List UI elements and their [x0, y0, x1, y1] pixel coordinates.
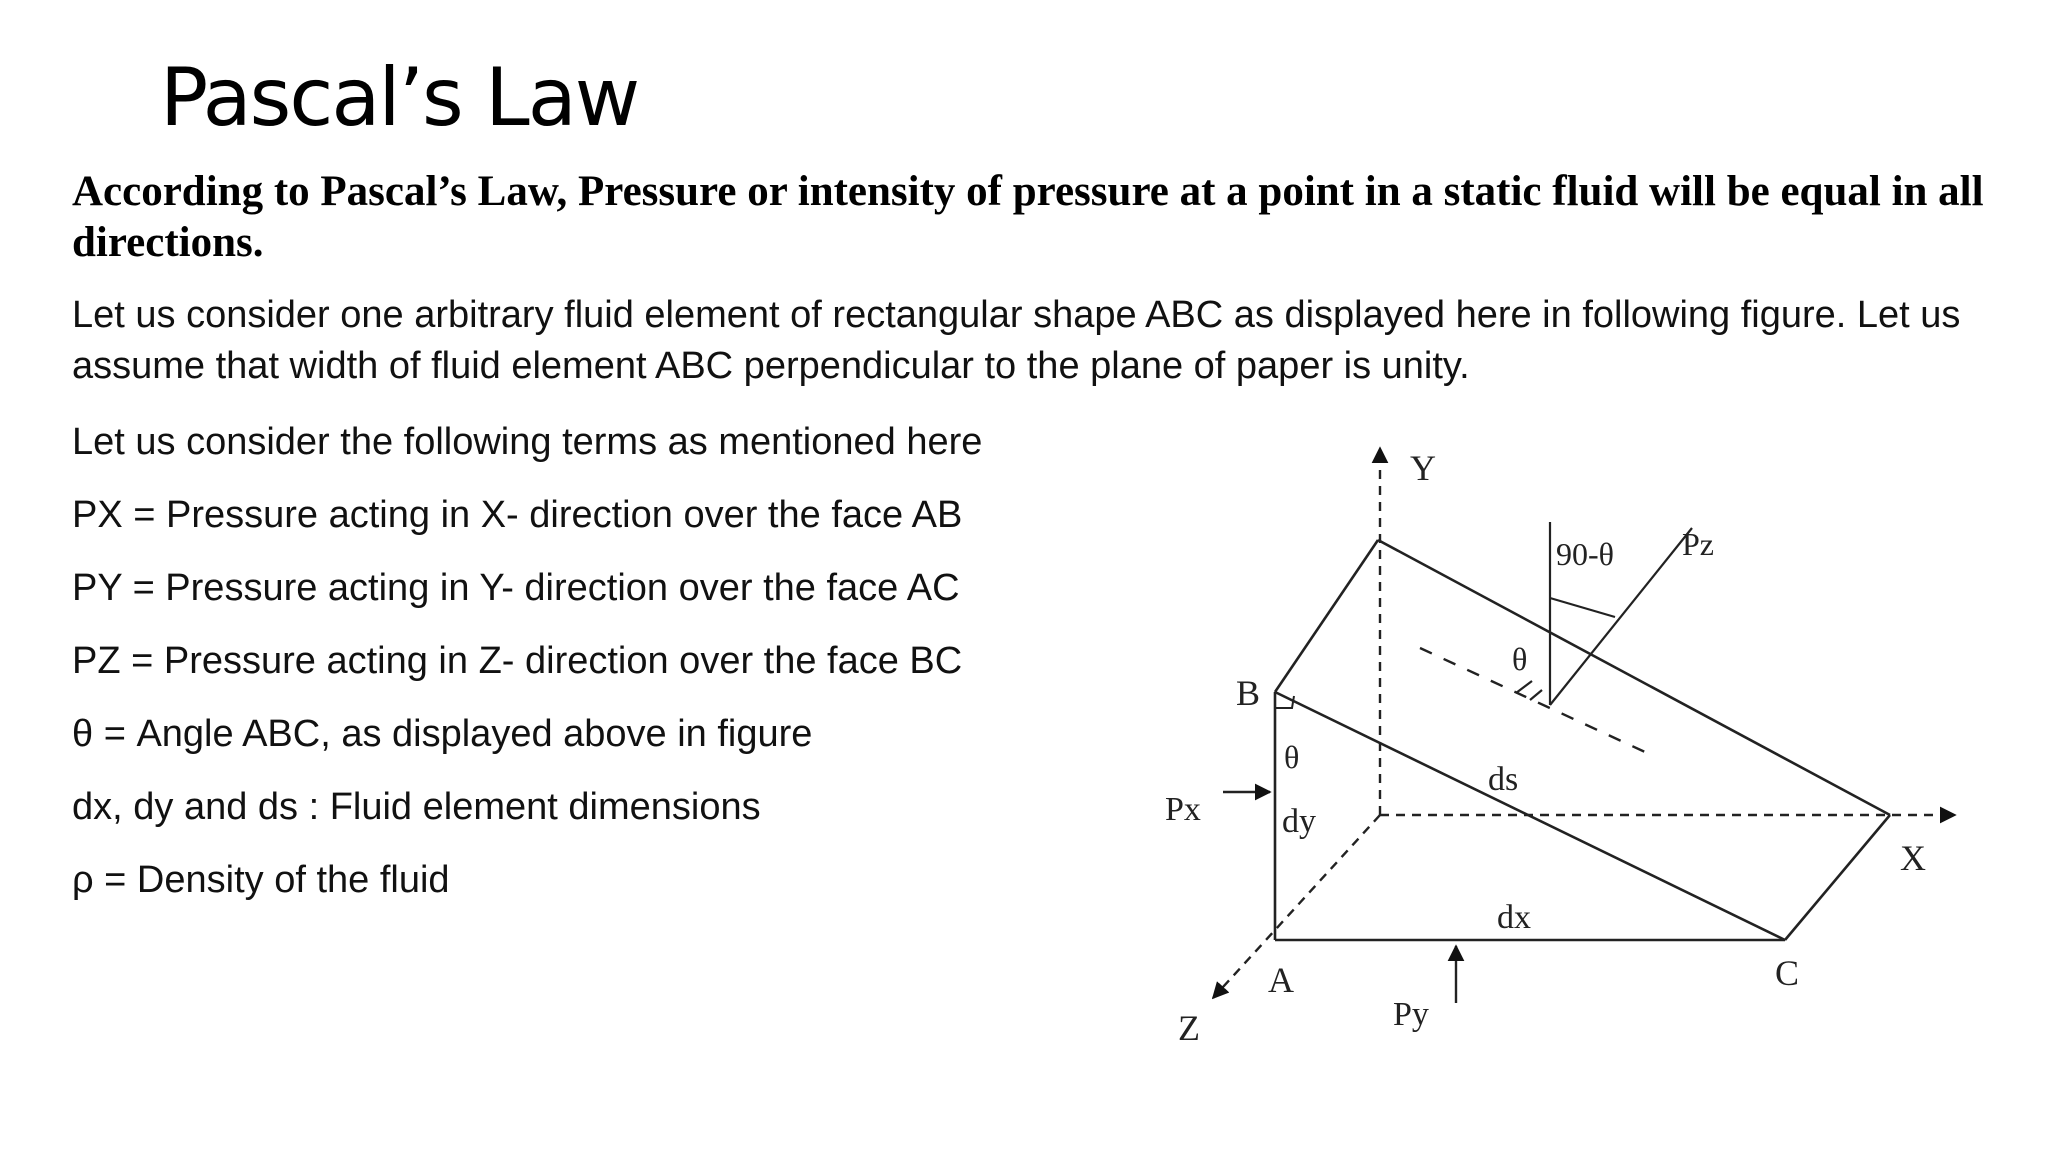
term-py: PY = Pressure acting in Y- direction over the face AC [72, 567, 960, 609]
angle-complement-label: 90-θ [1556, 536, 1614, 572]
x-axis-label: X [1900, 838, 1926, 878]
point-a-label: A [1268, 960, 1294, 1000]
fluid-element-description: Let us consider one arbitrary fluid element of rectangular shape ABC as displayed here in following figure. Let us assume that width of fluid element ABC perpendicular to the plane of paper is unity. [72, 294, 1961, 387]
edge-b-top [1275, 540, 1378, 692]
point-c-label: C [1775, 953, 1800, 993]
pascal-law-statement: According to Pascal’s Law, Pressure or intensity of pressure at a point in a static fluid will be equal in all directions. [72, 168, 1984, 266]
hidden-edge-line [1420, 648, 1645, 752]
term-theta: θ = Angle ABC, as displayed above in figure [72, 713, 813, 755]
terms-list [72, 412, 982, 923]
edge-top-far [1378, 540, 1890, 815]
py-label: Py [1393, 996, 1429, 1033]
coordinate-axes [1213, 448, 1955, 998]
dx-label: dx [1497, 899, 1531, 936]
term-pz: PZ = Pressure acting in Z- direction over the face BC [72, 640, 963, 682]
ds-label: ds [1488, 761, 1519, 798]
angle-arc-line [1550, 598, 1615, 617]
slide-title: Pascal’s Law [160, 51, 639, 144]
point-b-label: B [1236, 673, 1261, 713]
z-axis-label: Z [1178, 1008, 1200, 1048]
y-axis-label: Y [1410, 448, 1436, 488]
dy-label: dy [1282, 803, 1316, 840]
edge-c-far [1785, 815, 1890, 940]
theta-top-label: θ [1512, 641, 1528, 677]
term-px: PX = Pressure acting in X- direction over the face AB [72, 494, 963, 536]
terms-intro: Let us consider the following terms as mentioned here [72, 421, 983, 463]
term-density: ρ = Density of the fluid [72, 859, 450, 901]
term-dimensions: dx, dy and ds : Fluid element dimensions [72, 786, 761, 828]
theta-tick-b [1530, 690, 1542, 700]
prism-edges [1275, 540, 1890, 940]
theta-tick-a [1516, 681, 1532, 693]
fluid-element-diagram [1150, 425, 2010, 1135]
z-axis-line [1213, 815, 1380, 998]
pz-label: Pz [1682, 526, 1714, 562]
px-label: Px [1165, 791, 1201, 828]
theta-b-label: θ [1284, 739, 1300, 775]
